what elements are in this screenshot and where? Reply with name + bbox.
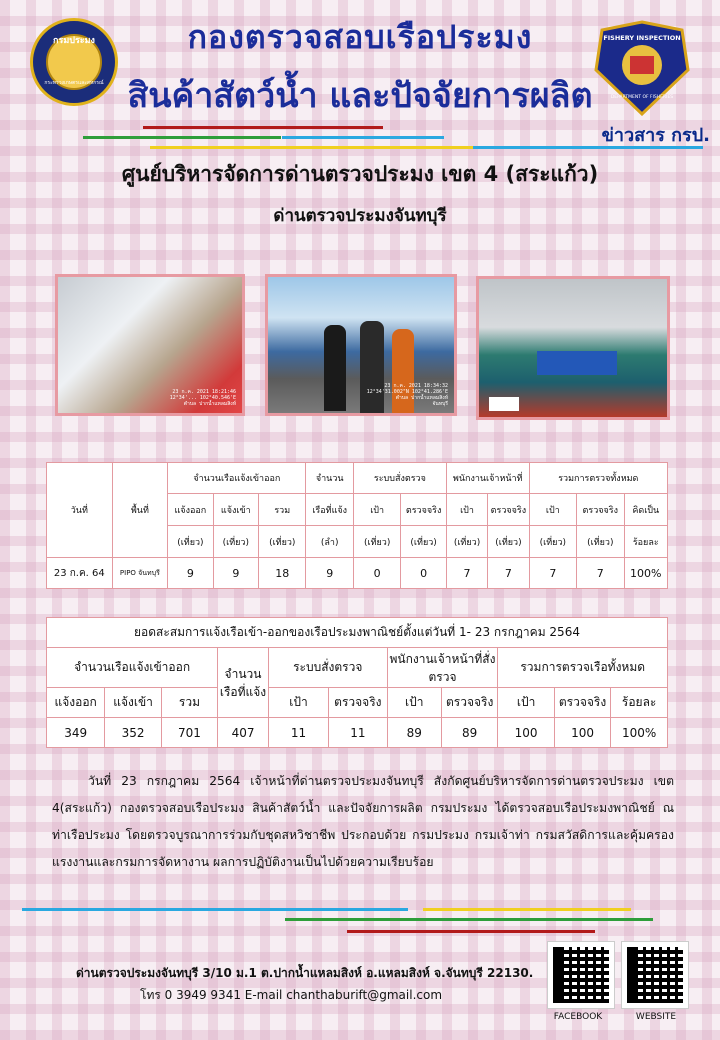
header-in: แจ้งเข้า (213, 494, 258, 526)
unit-cell: (เที่ยว) (488, 526, 529, 558)
row-order-target: 11 (268, 718, 328, 748)
header-order-target: เป้า (268, 688, 328, 718)
header-area: พื้นที่ (112, 463, 168, 558)
header-total-group: รวมการตรวจเรือทั้งหมด (498, 648, 668, 688)
row-order-target: 0 (353, 558, 400, 589)
header-staff-target: เป้า (387, 688, 441, 718)
website-qr-label: WEBSITE (635, 1012, 677, 1022)
row-order-actual: 0 (401, 558, 446, 589)
footer-divider-red (347, 930, 595, 933)
unit-cell: (เที่ยว) (446, 526, 487, 558)
row-in: 352 (105, 718, 161, 748)
header-order-actual: ตรวจจริง (329, 688, 387, 718)
row-area: PIPO จันทบุรี (112, 558, 168, 589)
unit-cell: (เที่ยว) (168, 526, 213, 558)
divider-blue (282, 136, 444, 139)
header-total-actual: ตรวจจริง (554, 688, 610, 718)
footer-contact: โทร 0 3949 9341 E-mail chanthaburift@gmail.com (140, 988, 443, 1002)
header-order-group: ระบบสั่งตรวจ (353, 463, 446, 494)
unit-cell: (เที่ยว) (213, 526, 258, 558)
row-percent: 100% (611, 718, 668, 748)
crates (537, 351, 617, 375)
footer-divider-yellow (423, 908, 631, 911)
header-count-line1: จำนวน (224, 666, 262, 681)
photo-shrimp-container (55, 274, 245, 416)
row-sum: 701 (161, 718, 217, 748)
row-staff-target: 89 (387, 718, 441, 748)
divider-red (143, 126, 383, 129)
cumulative-caption: ยอดสะสมการแจ้งเรือเข้า-ออกของเรือประมงพาณิชย์ตั้งแต่วันที่ 1- 23 กรกฎาคม 2564 (47, 618, 668, 648)
header-staff-line2: ตรวจ (428, 669, 457, 684)
website-qr-code[interactable] (622, 942, 688, 1008)
hull-marking (489, 397, 519, 411)
unit-cell: (ลำ) (306, 526, 353, 558)
header-out: แจ้งออก (168, 494, 213, 526)
page-title-line2: สินค้าสัตว์น้ำ และปัจจัยการผลิต (127, 76, 593, 116)
unit-cell: (เที่ยว) (577, 526, 624, 558)
row-staff-actual: 7 (488, 558, 529, 589)
unit-cell: (เที่ยว) (353, 526, 400, 558)
header-order-target: เป้า (353, 494, 400, 526)
facebook-qr-label: FACEBOOK (553, 1012, 603, 1022)
header-sum: รวม (161, 688, 217, 718)
header-percent-calc: คิดเป็น (624, 494, 667, 526)
header-staff-target: เป้า (446, 494, 487, 526)
badge-top-text: FISHERY INSPECTION (603, 34, 681, 42)
footer-address: ด่านตรวจประมงจันทบุรี 3/10 ม.1 ต.ปากน้ำแหลมสิงห์ อ.แหลมสิงห์ จ.จันทบุรี 22130. (76, 966, 534, 980)
photo-timestamp: 23 ก.ค. 2021 18:34:32 12°34'31.002"N 102°41.286'E ตำบล ปากน้ำแหลมสิงห์ จันทบุรี (366, 383, 448, 407)
header-order-actual: ตรวจจริง (401, 494, 446, 526)
header-out: แจ้งออก (47, 688, 105, 718)
officer-figure (324, 325, 346, 411)
facebook-qr-code[interactable] (548, 942, 614, 1008)
header-notify-group: จำนวนเรือแจ้งเข้าออก (47, 648, 218, 688)
header-staff-actual: ตรวจจริง (488, 494, 529, 526)
row-total-actual: 7 (577, 558, 624, 589)
row-boats: 9 (306, 558, 353, 589)
page-title-line1: กองตรวจสอบเรือประมง (187, 18, 533, 56)
header-total-target: เป้า (498, 688, 554, 718)
row-boats: 407 (218, 718, 269, 748)
row-total-target: 7 (529, 558, 576, 589)
logo-left-top-text: กรมประมง (53, 36, 95, 46)
footer-divider-blue (22, 908, 408, 911)
header-notify-group: จำนวนเรือแจ้งเข้าออก (168, 463, 306, 494)
badge-bottom-text: DEPARTMENT OF FISHERIES (610, 95, 674, 100)
header-total-actual: ตรวจจริง (577, 494, 624, 526)
row-order-actual: 11 (329, 718, 387, 748)
header-order-group: ระบบสั่งตรวจ (268, 648, 387, 688)
fisheries-department-logo (30, 18, 118, 106)
fishery-inspection-badge (592, 20, 692, 116)
shield-icon (630, 56, 654, 74)
daily-inspection-table (46, 462, 668, 589)
header-date: วันที่ (47, 463, 113, 558)
unit-cell: (เที่ยว) (401, 526, 446, 558)
row-staff-actual: 89 (441, 718, 497, 748)
header-total-target: เป้า (529, 494, 576, 526)
header-count: จำนวน (306, 463, 353, 494)
divider-yellow (150, 146, 480, 149)
row-staff-target: 7 (446, 558, 487, 589)
divider-green (83, 136, 281, 139)
unit-cell: (เที่ยว) (259, 526, 306, 558)
header-count (218, 648, 269, 718)
header-staff-group (387, 648, 498, 688)
header-staff-actual: ตรวจจริง (441, 688, 497, 718)
cumulative-inspection-table (46, 617, 668, 748)
unit-cell: ร้อยละ (624, 526, 667, 558)
header-sum: รวม (259, 494, 306, 526)
header-staff-group: พนักงานเจ้าหน้าที่ (446, 463, 529, 494)
row-sum: 18 (259, 558, 306, 589)
news-label: ข่าวสาร กรป. (601, 125, 710, 146)
header-percent: ร้อยละ (611, 688, 668, 718)
header-notified-boats: เรือที่แจ้ง (306, 494, 353, 526)
row-percent: 100% (624, 558, 667, 589)
header-count-line2: เรือที่แจ้ง (219, 684, 267, 699)
photo-officers-inspection (265, 274, 457, 416)
row-total-target: 100 (498, 718, 554, 748)
header-total-group: รวมการตรวจทั้งหมด (529, 463, 667, 494)
unit-cell: (เที่ยว) (529, 526, 576, 558)
subtitle-checkpoint: ด่านตรวจประมงจันทบุรี (273, 206, 447, 226)
footer-divider-green (285, 918, 653, 921)
logo-left-bottom-text: กระทรวงเกษตรและสหกรณ์ (44, 80, 104, 86)
row-date: 23 ก.ค. 64 (47, 558, 113, 589)
report-paragraph: วันที่ 23 กรกฎาคม 2564 เจ้าหน้าที่ด่านตรวจประมงจันทบุรี สังกัดศูนย์บริหารจัดการด่านตรวจประมง เขต 4(สระแก้ว) กองตรวจสอบเรือประมง สินค้าสัตว์น้ำ และปัจจัยการผลิต กรมประมง ได้ตรวจสอบเรือประมงพาณิชย์ ณ ท่าเรือประมง โดยตรวจบูรณาการร่วมกับชุดสหวิชาชีพ ประกอบด้วย กรมประมง กรมเจ้าท่า กรมสวัสดิการและคุ้มครองแรงงานและกรมการจัดหางาน ผลการปฏิบัติงานเป็นไปด้วยความเรียบร้อย (52, 774, 674, 869)
row-out: 9 (168, 558, 213, 589)
header-in: แจ้งเข้า (105, 688, 161, 718)
header-staff-line1: พนักงานเจ้าหน้าที่สั่ง (389, 651, 496, 666)
photo-timestamp: 23 ก.ค. 2021 18:21:46 12°34'... 102°40.546'E ตำบล ปากน้ำแหลมสิงห์ (169, 389, 236, 407)
row-in: 9 (213, 558, 258, 589)
row-out: 349 (47, 718, 105, 748)
photo-fishing-boat (476, 276, 670, 420)
row-total-actual: 100 (554, 718, 610, 748)
subtitle-center: ศูนย์บริหารจัดการด่านตรวจประมง เขต 4 (สระแก้ว) (121, 162, 599, 186)
